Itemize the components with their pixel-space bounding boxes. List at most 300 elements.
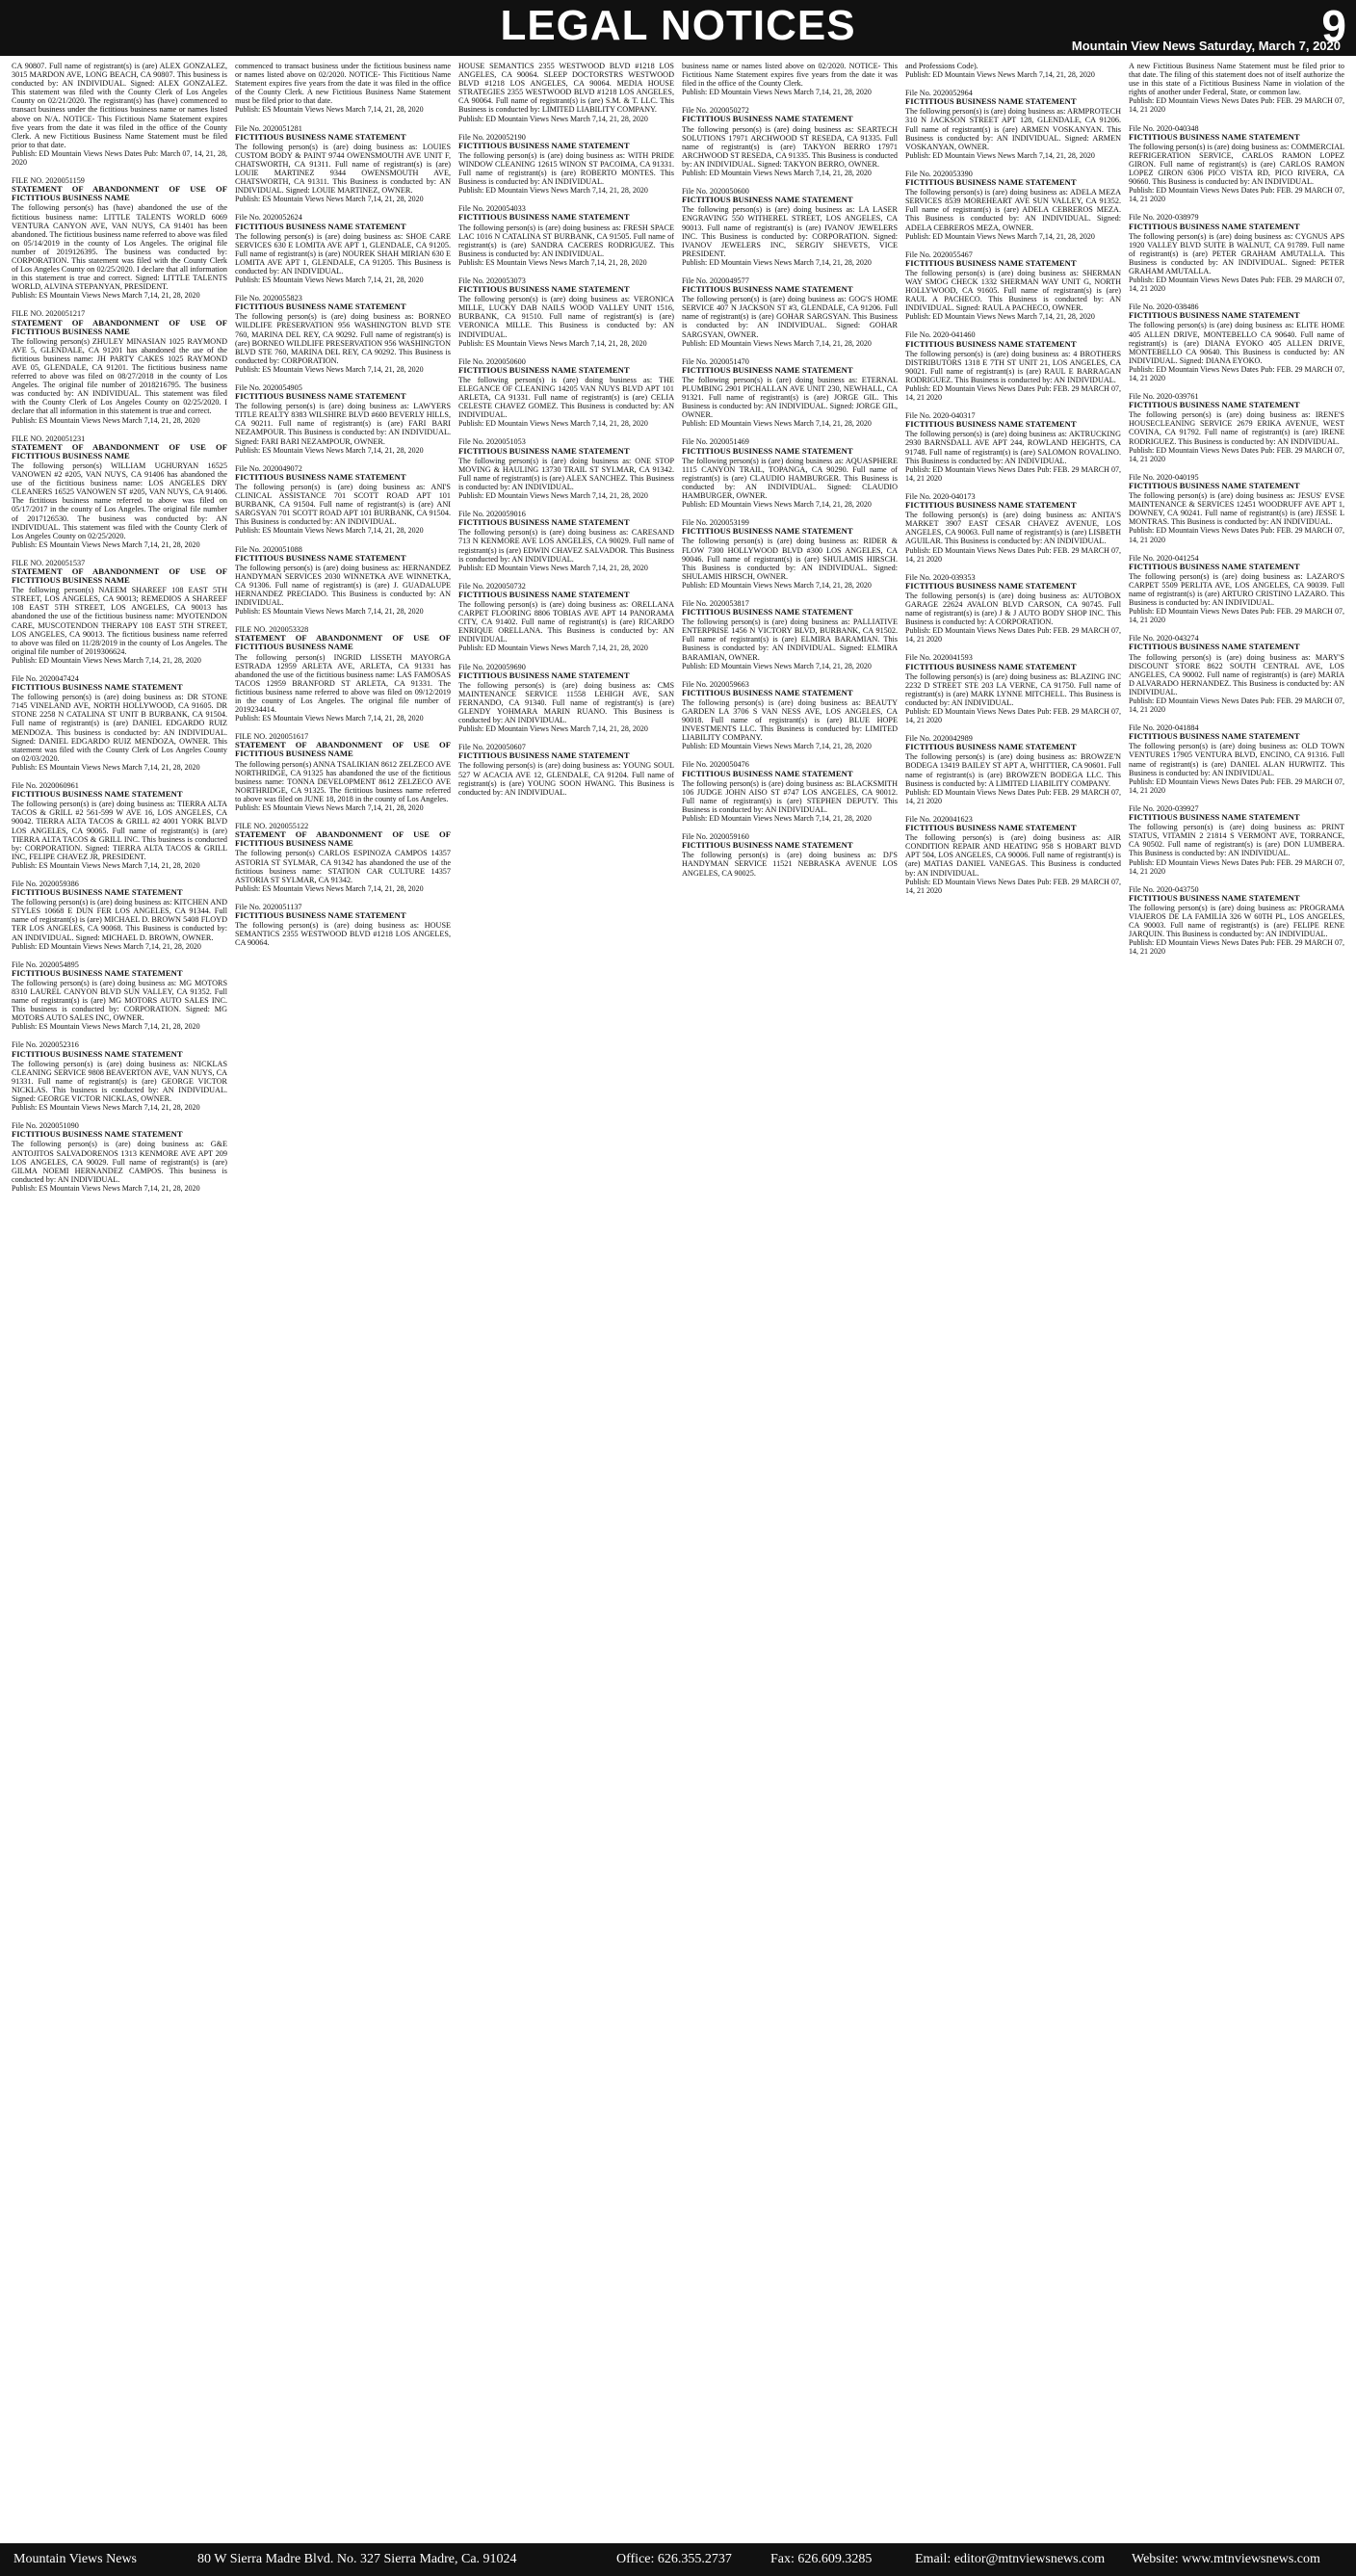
- notice-file-number: File No. 2020050600: [458, 356, 526, 366]
- legal-notice: [682, 680, 898, 751]
- notice-file-number: FILE NO. 2020053328: [235, 625, 309, 635]
- notice-file-number: File No. 2020059386: [12, 879, 79, 888]
- masthead: [0, 0, 1356, 56]
- legal-notice: [1129, 213, 1344, 293]
- notice-heading: FICTITIOUS BUSINESS NAME STATEMENT: [458, 445, 630, 456]
- notice-body: The following person(s) is (are) doing business as: CMS MAINTENANCE SERVICE 11558 LEHIGH AVE, SAN FERNANDO, CA 91340. Full name of registrant(s) is (are) GLENDY YOHMARA MARIN RUANO. This Business is conducted by: AN INDIVIDUAL.: [458, 680, 674, 725]
- legal-notice: [682, 437, 898, 509]
- notice-publish-line: Publish: ES Mountain Views News March 7,14, 21, 28, 2020: [235, 714, 424, 723]
- notice-file-number: File No. 2020053073: [458, 276, 526, 285]
- notice-heading: FICTITIOUS BUSINESS NAME STATEMENT: [12, 789, 183, 800]
- notice-heading: FICTITIOUS BUSINESS NAME STATEMENT: [235, 552, 406, 563]
- notice-heading: FICTITIOUS BUSINESS NAME STATEMENT: [682, 768, 853, 778]
- legal-notice: [12, 434, 227, 549]
- legal-notice: [682, 760, 898, 823]
- notice-body: The following person(s) is (are) doing business as: CARESAND 713 N KENMORE AVE LOS ANGELES, CA 90029. Full name of registrant(s) is (are) EDWIN CHAVEZ SALVADOR. This Business is conducted by: AN INDIVIDUAL.: [458, 528, 674, 564]
- section-title: LEGAL NOTICES: [500, 2, 856, 49]
- notice-publish-line: Publish: ES Mountain Views News March 7,14, 21, 28, 2020: [12, 1022, 200, 1032]
- notice-body: The following person(s) is (are) doing business as: LA LASER ENGRAVING 550 WITHEREL STREET, LOS ANGELES, CA 90013. Full name of registrant(s) is (are) IVANOV JEWELERS INC. This Business is conducted by: CORPORATION. Signed: IVANOV JEWELERS INC, SERGIY SHEVETS, VICE PRESIDENT.: [682, 205, 898, 258]
- legal-notice: [1129, 804, 1344, 876]
- notice-file-number: File No. 2020-041884: [1129, 723, 1199, 733]
- footer-office-phone: Office: 626.355.2737: [616, 2552, 732, 2566]
- notice-heading: FICTITIOUS BUSINESS NAME STATEMENT: [458, 364, 630, 375]
- notice-heading: FICTITIOUS BUSINESS NAME STATEMENT: [12, 967, 183, 978]
- notice-body: The following person(s) is (are) doing business as: KITCHEN AND STYLES 10668 E DUN FER LOS ANGELES, CA 91344. Full name of registrant(s) is (are) MICHAEL D. BROWN 5408 FLOYD TER LOS ANGELES, CA 90068. This Business is conducted by: AN INDIVIDUAL. Signed: MICHAEL D. BROWN, OWNER.: [12, 898, 227, 942]
- notice-body: The following person(s) is (are) doing business as: LOUIES CUSTOM BODY & PAINT 9744 OWENSMOUTH AVE UNIT F, CHATSWORTH, CA 91311. Full name of registrant(s) is (are) LOUIE MARTINEZ 9344 OWENSMOUTH AVE, CHATSWORTH, CA 91311. This Business is conducted by: AN INDIVIDUAL. Signed: LOUIE MARTINEZ, OWNER.: [235, 142, 451, 196]
- notice-columns: [12, 62, 1344, 2537]
- notice-file-number: File No. 2020-040195: [1129, 472, 1199, 482]
- notice-body: The following person(s) is (are) doing business as: FRESH SPACE LAC 1016 N CATALINA ST BURBANK, CA 91505. Full name of registrant(s) is (are) SANDRA CACERES RODRIGUEZ. This Business is conducted by: AN INDIVIDUAL.: [458, 223, 674, 258]
- notice-column: [235, 62, 451, 2537]
- notice-body: The following person(s) is (are) doing business as: AQUASPHERE 1115 CANYON TRAIL, TOPANGA, CA 90290. Full name of registrant(s) is (are) CLAUDIO HAMBURGER. This Business is conducted by: AN INDIVIDUAL. Signed: CLAUDIO HAMBURGER, OWNER.: [682, 456, 898, 501]
- notice-publish-line: Publish: ES Mountain Views News March 7,14, 21, 28, 2020: [235, 883, 424, 893]
- notice-heading: FICTITIOUS BUSINESS NAME STATEMENT: [458, 750, 630, 761]
- legal-notice: [235, 732, 451, 812]
- notice-body: The following person(s) is (are) doing business as: AUTOBOX GARAGE 22624 AVALON BLVD CARSON, CA 90745. Full name of registrant(s) is (are) J & J AUTO BODY SHOP INC. This Business is conducted by: A CORPORATION.: [905, 591, 1121, 627]
- notice-body: The following person(s) is (are) doing business as: BORNEO WILDLIFE PRESERVATION 956 WASHINGTON BLVD STE 760, MARINA DEL REY, CA 90292. Full name of registrant(s) is (are) BORNEO WILDLIFE PRESERVATION 956 WASHINGTON BLVD STE 760, MARINA DEL REY, CA 90292. This Business is conducted by: CORPORATION.: [235, 312, 451, 365]
- notice-file-number: File No. 2020053817: [682, 598, 749, 608]
- footer-address: 80 W Sierra Madre Blvd. No. 327 Sierra Madre, Ca. 91024: [197, 2552, 517, 2566]
- notice-file-number: File No. 2020059663: [682, 679, 749, 689]
- notice-publish-line: Publish: ED Mountain Views News March 7,14, 21, 28, 2020: [458, 563, 648, 572]
- notice-publish-line: Publish: ED Mountain Views News Dates Pub: FEB. 29 MARCH 07, 14, 21 2020: [1129, 364, 1344, 382]
- legal-notice: [905, 170, 1121, 241]
- notice-heading: FICTITIOUS BUSINESS NAME STATEMENT: [1129, 221, 1300, 231]
- legal-notice: [682, 357, 898, 429]
- notice-body: business name or names listed above on 02/2020. NOTICE- This Fictitious Name Statement expires five years from the date it was filed in the office of the County Clerk.: [682, 62, 898, 89]
- notice-body: The following person(s) is (are) doing business as: GOG'S HOME SERVICE 407 N JACKSON ST #3, GLENDALE, CA 91206. Full name of registrant(s) is (are) GOHAR SARGSYAN. This Business is conducted by: AN INDIVIDUAL. Signed: GOHAR SARGSYAN, OWNER.: [682, 295, 898, 339]
- notice-heading: FICTITIOUS BUSINESS NAME STATEMENT: [682, 526, 853, 537]
- notice-body: The following person(s) is (are) doing business as: ETERNAL PLUMBING 2901 PICHALLAN AVE UNIT 230, NEWHALL, CA 91321. Full name of registrant(s) is (are) JORGE GIL. This Business is conducted by: AN INDIVIDUAL. Signed: JORGE GIL, OWNER.: [682, 375, 898, 420]
- legal-notice: [235, 464, 451, 536]
- legal-notice: [1129, 634, 1344, 714]
- notice-file-number: File No. 2020052624: [235, 213, 302, 223]
- notice-file-number: File No. 2020051281: [235, 123, 302, 133]
- notice-file-number: File No. 2020-043274: [1129, 634, 1199, 644]
- legal-notice: [1129, 473, 1344, 544]
- notice-body: The following person(s) is (are) doing business as: ONE STOP MOVING & HAULING 13730 TRAIL ST SYLMAR, CA 91342. Full name of registrant(s) is (are) ALEX SANCHEZ. This Business is conducted by: AN INDIVIDUAL.: [458, 456, 674, 491]
- notice-file-number: File No. 2020055467: [905, 250, 973, 259]
- notice-publish-line: Publish: ED Mountain Views News March 7,14, 21, 28, 2020: [12, 655, 201, 665]
- notice-publish-line: Publish: ES Mountain Views News March 7,14, 21, 28, 2020: [235, 276, 424, 285]
- notice-column: [12, 62, 227, 2537]
- legal-notice: [458, 204, 674, 267]
- legal-notice: [905, 62, 1121, 79]
- notice-file-number: File No. 2020051088: [235, 544, 302, 554]
- notice-body: The following person(s) is (are) doing business as: THE ELEGANCE OF CLEANING 14205 VAN NUYS BLVD APT 101 ARLETA, CA 91331. Full name of registrant(s) is (are) CELIA CELESTE CHAVEZ GOMEZ. This Business is conducted by: AN INDIVIDUAL.: [458, 375, 674, 420]
- notice-body: commenced to transact business under the fictitious business name or names listed above on 02/2020. NOTICE- This Fictitious Name Statement expires five years from the date it was filed in the office of the County Clerk. A new Fictitious Business Name Statement must be filed prior to that date.: [235, 62, 451, 106]
- notice-publish-line: Publish: ED Mountain Views News March 7,14, 21, 28, 2020: [905, 150, 1095, 160]
- notice-file-number: File No. 2020052316: [12, 1040, 79, 1050]
- notice-publish-line: Publish: ED Mountain Views News March 7,14, 21, 28, 2020: [905, 312, 1095, 322]
- footer-fax: Fax: 626.609.3285: [770, 2552, 873, 2566]
- notice-heading: FICTITIOUS BUSINESS NAME STATEMENT: [905, 661, 1077, 671]
- legal-notice: [458, 62, 674, 123]
- legal-notice: [905, 89, 1121, 160]
- notice-body: The following person(s) is (are) doing business as: ADELA MEZA SERVICES 8539 MOREHEART AVE SUN VALLEY, CA 91352. Full name of registrant(s) is (are) ADELA CEBREROS MEZA. This Business is conducted by: AN INDIVIDUAL. Signed: ADELA CEBREROS MEZA, OWNER.: [905, 188, 1121, 232]
- legal-notice: [235, 62, 451, 115]
- notice-body: The following person(s) is (are) doing business as: IRENE'S HOUSECLEANING SERVICE 2679 ERIKA AVENUE, WEST COVINA, CA 91792. Full name of registrant(s) is (are) IRENE RODRIGUEZ. This Business is conducted by: AN INDIVIDUAL.: [1129, 410, 1344, 446]
- notice-publish-line: Publish: ED Mountain Views News March 7,14, 21, 28, 2020: [458, 419, 648, 429]
- legal-notice: [682, 187, 898, 267]
- legal-notice: [905, 492, 1121, 564]
- notice-file-number: File No. 2020051470: [682, 356, 749, 366]
- legal-notice: [458, 743, 674, 797]
- legal-notice: [1129, 885, 1344, 957]
- legal-notice: [12, 960, 227, 1032]
- notice-heading: STATEMENT OF ABANDONMENT OF USE OF FICTITIOUS BUSINESS NAME: [12, 441, 227, 460]
- legal-notice: [1129, 392, 1344, 463]
- notice-heading: FICTITIOUS BUSINESS NAME STATEMENT: [12, 1129, 183, 1140]
- legal-notice: [905, 653, 1121, 724]
- legal-notice: [905, 411, 1121, 483]
- notice-heading: FICTITIOUS BUSINESS NAME STATEMENT: [458, 212, 630, 223]
- notice-file-number: FILE NO. 2020051217: [12, 309, 86, 319]
- notice-heading: FICTITIOUS BUSINESS NAME STATEMENT: [905, 419, 1077, 430]
- notice-file-number: File No. 2020051053: [458, 437, 526, 447]
- notice-publish-line: Publish: ED Mountain Views News March 7,14, 21, 28, 2020: [905, 231, 1095, 241]
- notice-publish-line: Publish: ES Mountain Views News March 7,14, 21, 28, 2020: [458, 257, 647, 267]
- notice-file-number: File No. 2020-038486: [1129, 302, 1199, 312]
- notice-body: The following person(s) ZHULEY MINASIAN 1025 RAYMOND AVE 5, GLENDALE, CA 91201 has abandoned the use of the fictitious business name: JH PARTY CAKES 1025 RAYMOND AVE 05, GLENDALE, CA 91201. The fictitious business name referred to above was filed on 08/27/2018 in the county of Los Angeles. The original file number of 2018216795. The business was conducted by: AN INDIVIDUAL. This statement was filed with the County Clerk of Los Angeles County on 02/25/2020. I declare that all information in this statement is true and correct.: [12, 336, 227, 416]
- notice-heading: FICTITIOUS BUSINESS NAME STATEMENT: [682, 284, 853, 295]
- notice-body: CA 90807. Full name of registrant(s) is (are) ALEX GONZALEZ, 3015 MARDON AVE, LONG BEACH, CA 90807. This business is conducted by: AN INDIVIDUAL. Signed: ALEX GONZALEZ. This statement was filed with the County Clerk of Los Angeles County on 02/21/2020. The registrant(s) has (have) commenced to transact business under the fictitious business name or names listed above on N/A. NOTICE- This Fictitious Name Statement expires five years from the date it was filed in the office of the County Clerk. A new Fictitious Business Name Statement must be filed prior to that date.: [12, 62, 227, 149]
- notice-body: The following person(s) is (are) doing business as: ANITA'S MARKET 3907 EAST CESAR CHAVEZ AVENUE, LOS ANGELES, CA 90063. Full name of registrant(s) is (are) LISBETH AGUILAR. This Business is conducted by: AN INDIVIDUAL.: [905, 511, 1121, 546]
- notice-publish-line: Publish: ES Mountain Views News March 7,14, 21, 28, 2020: [12, 1183, 200, 1193]
- legal-notice: [235, 124, 451, 204]
- notice-body: The following person(s) is (are) doing business as: ANI'S CLINICAL ASSISTANCE 701 SCOTT ROAD APT 101 BURBANK, CA 91504. Full name of registrant(s) is (are) ANI SARGSYAN 701 SCOTT ROAD APT 101 BURBANK, CA 91504. This Business is conducted by: AN INDIVIDUAL.: [235, 482, 451, 527]
- legal-notice: [458, 663, 674, 734]
- notice-heading: FICTITIOUS BUSINESS NAME STATEMENT: [682, 364, 853, 375]
- notice-heading: FICTITIOUS BUSINESS NAME STATEMENT: [905, 257, 1077, 268]
- notice-file-number: File No. 2020-043750: [1129, 884, 1199, 894]
- notice-body: The following person(s) is (are) doing business as: HOUSE SEMANTICS 2355 WESTWOOD BLVD #1218 LOS ANGELES, CA 90064.: [235, 921, 451, 948]
- notice-body: The following person(s) NAEEM SHAREEF 108 EAST 5TH STREET, LOS ANGELES, CA 90013; REMEDIOS A SHAREEF 108 EAST 5TH STREET, LOS ANGELES, CA 90013 has abandoned the use of the fictitious business name: MYOTENDON CARE, MUSCOTENDON THERAPY 108 EAST 5TH STREET, LOS ANGELES, CA 90013. The fictitious business name referred to above was filed on 11/28/2019 in the county of Los Angeles. The original file number of 2019306624.: [12, 586, 227, 656]
- notice-body: The following person(s) is (are) doing business as: COMMERCIAL REFRIGERATION SERVICE, CARLOS RAMON LOPEZ GIRON. Full name of registrant(s) is (are) CARLOS RAMON LOPEZ GIRON 6306 PICO VISTA RD, PICO RIVERA, CA 90660. This Business is conducted by: AN INDIVIDUAL.: [1129, 142, 1344, 187]
- notice-heading: FICTITIOUS BUSINESS NAME STATEMENT: [905, 177, 1077, 188]
- legal-notice: [12, 781, 227, 870]
- notice-file-number: FILE NO. 2020051231: [12, 434, 86, 443]
- notice-heading: STATEMENT OF ABANDONMENT OF USE OF FICTITIOUS BUSINESS NAME: [235, 740, 451, 759]
- notice-body: The following person(s) is (are) doing business as: YOUNG SOUL 527 W ACACIA AVE 12, GLENDALE, CA 91204. Full name of registrant(s) is (are) YOUNG SOON HWANG. This Business is conducted by: AN INDIVIDUAL.: [458, 761, 674, 797]
- notice-heading: FICTITIOUS BUSINESS NAME STATEMENT: [1129, 131, 1300, 142]
- notice-file-number: FILE NO. 2020051537: [12, 558, 86, 567]
- legal-notice: [458, 582, 674, 653]
- notice-body: The following person(s) is (are) doing business as: BROWZE'N BODEGA 13419 BAILEY ST APT A, WHITTIER, CA 90601. Full name of registrant(s) is (are) BROWZE'N BODEGA LLC. This Business is conducted by: A LIMITED LIABILITY COMPANY.: [905, 752, 1121, 788]
- legal-notice: [12, 674, 227, 772]
- footer-email: Email: editor@mtnviewsnews.com: [915, 2552, 1106, 2566]
- notice-publish-line: Publish: ED Mountain Views News Dates Pub: FEB. 29 MARCH 07, 14, 21 2020: [1129, 857, 1344, 876]
- notice-body: The following person(s) is (are) doing business as: BLACKSMITH 106 JUDGE JOHN AISO ST #747 LOS ANGELES, CA 90012. Full name of registrant(s) is (are) STEPHEN DEPUTY. This Business is conducted by: AN INDIVIDUAL.: [682, 778, 898, 814]
- notice-file-number: File No. 2020042989: [905, 734, 973, 744]
- legal-notice: [458, 357, 674, 429]
- legal-notice: [905, 250, 1121, 322]
- notice-publish-line: Publish: ED Mountain Views News Dates Pub: FEB. 29 MARCH 07, 14, 21 2020: [1129, 607, 1344, 625]
- footer: [0, 2543, 1356, 2576]
- notice-file-number: File No. 2020054895: [12, 959, 79, 969]
- notice-publish-line: Publish: ES Mountain Views News March 7,14, 21, 28, 2020: [235, 803, 424, 813]
- notice-body: and Professions Code).: [905, 62, 978, 70]
- legal-notice: [235, 294, 451, 374]
- notice-body: The following person(s) is (are) doing business as: ELITE HOME 405 ALLEN DRIVE, MONTEBELLO CA 90640. Full name of registrant(s) is (are) DIANA EYOKO 405 ALLEN DRIVE, MONTEBELLO CA 90640. This Business is conducted by: AN INDIVIDUAL. Signed: DIANA EYOKO.: [1129, 321, 1344, 365]
- notice-publish-line: Publish: ED Mountain Views News Dates Pub: March 07, 14, 21, 28, 2020: [12, 148, 227, 168]
- legal-notice: [1129, 723, 1344, 795]
- notice-heading: FICTITIOUS BUSINESS NAME STATEMENT: [682, 840, 853, 851]
- notice-body: The following person(s) is (are) doing business as: ARMPROTECH 310 N JACKSON STREET APT 128, GLENDALE, CA 91206. Full name of registrant(s) is (are) ARMEN VOSKANYAN. This Business is conducted by: AN INDIVIDUAL. Signed: ARMEN VOSKANYAN, OWNER.: [905, 107, 1121, 151]
- notice-publish-line: Publish: ED Mountain Views News Dates Pub: FEB. 29 MARCH 07, 14, 21 2020: [1129, 938, 1344, 957]
- notice-publish-line: Publish: ES Mountain Views News March 7,14, 21, 28, 2020: [235, 195, 424, 204]
- notice-body: The following person(s) is (are) doing business as: MG MOTORS 8310 LAUREL CANYON BLVD SUN VALLEY, CA 91352. Full name of registrant(s) is (are) MG MOTORS AUTO SALES INC. This business is conducted by: CORPORATION. Signed: MG MOTORS AUTO SALES INC, OWNER.: [12, 978, 227, 1023]
- notice-publish-line: Publish: ED Mountain Views News March 7,14, 21, 28, 2020: [682, 257, 872, 267]
- notice-file-number: File No. 2020060961: [12, 781, 79, 791]
- notice-heading: FICTITIOUS BUSINESS NAME STATEMENT: [458, 517, 630, 528]
- notice-file-number: File No. 2020051469: [682, 437, 749, 447]
- notice-file-number: File No. 2020051090: [12, 1121, 79, 1131]
- notice-publish-line: Publish: ES Mountain Views News March 7,14, 21, 28, 2020: [235, 364, 424, 374]
- notice-publish-line: Publish: ED Mountain Views News March 7,14, 21, 28, 2020: [458, 114, 648, 123]
- legal-notice: [235, 903, 451, 947]
- legal-notice: [682, 518, 898, 590]
- notice-file-number: File No. 2020059016: [458, 510, 526, 519]
- notice-file-number: File No. 2020-041460: [905, 330, 976, 340]
- notice-heading: FICTITIOUS BUSINESS NAME STATEMENT: [458, 140, 630, 150]
- notice-heading: FICTITIOUS BUSINESS NAME STATEMENT: [682, 607, 853, 618]
- notice-body: A new Fictitious Business Name Statement must be filed prior to that date. The filing of this statement does not of itself authorize the use in this state of a Fictitious Business Name in violation of the rights of another under Federal, State, or common law.: [1129, 62, 1344, 97]
- notice-file-number: File No. 2020049072: [235, 463, 302, 473]
- notice-file-number: File No. 2020053199: [682, 518, 749, 528]
- notice-publish-line: Publish: ED Mountain Views News Dates Pub: FEB. 29 MARCH 07, 14, 21 2020: [905, 707, 1121, 725]
- legal-notice: [682, 832, 898, 877]
- legal-notice: [12, 1121, 227, 1193]
- notice-publish-line: Publish: ED Mountain Views News March 7,14, 21, 28, 2020: [682, 169, 872, 178]
- legal-notice: [12, 176, 227, 300]
- notice-column: [682, 62, 898, 2537]
- notice-file-number: File No. 2020-038979: [1129, 213, 1199, 223]
- notice-body: The following person(s) ANNA TSALIKIAN 8612 ZELZECO AVE NORTHRIDGE, CA 91325 has abandoned the use of the fictitious business name: TONNA DEVELOPMENT 8612 ZELZECO AVE NORTHRIDGE, CA 91325. The fictitious business name referred to above was filed on JUNE 18, 2018 in the county of Los Angeles.: [235, 759, 451, 803]
- notice-publish-line: Publish: ED Mountain Views News March 7,14, 21, 28, 2020: [458, 644, 648, 653]
- notice-publish-line: Publish: ED Mountain Views News March 7,14, 21, 28, 2020: [682, 500, 872, 510]
- notice-heading: STATEMENT OF ABANDONMENT OF USE OF FICTITIOUS BUSINESS NAME: [235, 829, 451, 849]
- notice-heading: FICTITIOUS BUSINESS NAME STATEMENT: [682, 195, 853, 205]
- notice-publish-line: Publish: ED Mountain Views News Dates Pub: FEB. 29 MARCH 07, 14, 21 2020: [1129, 276, 1344, 294]
- notice-body: The following person(s) is (are) doing business as: ORELLANA CARPET FLOORING 8806 TOBIAS AVE APT 14 PANORAMA CITY, CA 91402. Full name of registrant(s) is (are) RICARDO ENRIQUE ORELLANA. This Business is conducted by: AN INDIVIDUAL.: [458, 599, 674, 644]
- notice-file-number: FILE NO. 2020055122: [235, 822, 309, 831]
- notice-publish-line: Publish: ED Mountain Views News March 7,14, 21, 28, 2020: [905, 70, 1095, 80]
- legal-notice: [235, 822, 451, 893]
- notice-file-number: File No. 2020059690: [458, 662, 526, 671]
- notice-publish-line: Publish: ED Mountain Views News Dates Pub: FEB. 29 MARCH 07, 14, 21 2020: [905, 626, 1121, 644]
- notice-body: The following person(s) is (are) doing business as: JESUS' EVSE MAINTENANCE & SERVICES 12451 WOODRUFF AVE APT 1, DOWNEY, CA 90241. Full name of registrant(s) is (are) JESSE L MONTRAS. This Business is conducted by: AN INDIVIDUAL.: [1129, 491, 1344, 527]
- notice-file-number: File No. 2020050600: [682, 187, 749, 197]
- legal-notice: [458, 510, 674, 572]
- notice-file-number: File No. 2020054033: [458, 204, 526, 214]
- notice-body: The following person(s) has (have) abandoned the use of the fictitious business name: LITTLE TALENTS WORLD 6069 VENTURA CANYON AVE, VAN NUYS, CA 91401 has been abandoned. The fictitious business name referred to above was filed on 05/14/2019 in the county of Los Angeles. The original file number of 2019126395. The business was conducted by: CORPORATION. This statement was filed with the County Clerk of Los Angeles County on 02/25/2020. I declare that all information in this statement is true and correct. Signed: LITTLE TALENTS WORLD, ALVINA STEPANYAN, PRESIDENT.: [12, 203, 227, 292]
- notice-body: The following person(s) WILLIAM UGHURYAN 16525 VANOWEN #2 #205, VAN NUYS, CA 91406 has abandoned the use of the fictitious business name: LOS ANGELES DRY CLEANERS 16525 VANOWEN ST #205, VAN NUYS, CA 91406. The fictitious business name referred to above was filed on 05/17/2017 in the county of Los Angeles. The original file number of 2017126530. The business was conducted by: AN INDIVIDUAL. This statement was filed with the County Clerk of Los Angeles County on 02/25/2020.: [12, 460, 227, 540]
- notice-body: The following person(s) is (are) doing business as: PRINT STATUS, VITAMIN 2 21814 S VERMONT AVE, TORRANCE, CA 90502. Full name of registrant(s) is (are) DON LUMBERA. This Business is conducted by: AN INDIVIDUAL.: [1129, 823, 1344, 858]
- legal-notice: [12, 62, 227, 167]
- notice-publish-line: Publish: ED Mountain Views News Dates Pub: FEB. 29 MARCH 07, 14, 21 2020: [1129, 96, 1344, 115]
- notice-publish-line: Publish: ED Mountain Views News March 7,14, 21, 28, 2020: [458, 491, 648, 501]
- notice-body: The following person(s) is (are) doing business as: AIR CONDITION REPAIR AND HEATING 958 S HOBART BLVD APT 504, LOS ANGELES, CA 90006. Full name of registrant(s) is (are) MATIAS DANIEL VANEGAS. This Business is conducted by: AN INDIVIDUAL.: [905, 833, 1121, 878]
- legal-notice: [235, 545, 451, 617]
- notice-publish-line: Publish: ED Mountain Views News March 7,14, 21, 28, 2020: [682, 419, 872, 429]
- notice-publish-line: Publish: ES Mountain Views News March 7,14, 21, 28, 2020: [235, 445, 424, 455]
- notice-file-number: File No. 2020049577: [682, 276, 749, 285]
- notice-heading: FICTITIOUS BUSINESS NAME STATEMENT: [905, 500, 1077, 511]
- notice-publish-line: Publish: ED Mountain Views News March 7,14, 21, 28, 2020: [682, 742, 872, 751]
- notice-heading: FICTITIOUS BUSINESS NAME STATEMENT: [1129, 731, 1300, 742]
- legal-notice: [1129, 124, 1344, 204]
- notice-body: The following person(s) is (are) doing business as: OLD TOWN VENTURES 17905 VENTURA BLVD, ENCINO, CA 91316. Full name of registrant(s) is (are) DANIEL ALAN HURWITZ. This Business is conducted by: AN INDIVIDUAL.: [1129, 742, 1344, 777]
- notice-body: The following person(s) is (are) doing business as: RIDER & FLOW 7300 HOLLYWOOD BLVD #300 LOS ANGELES, CA 90046. Full name of registrant(s) is (are) SHULAMIS HIRSCH. This Business is conducted by: AN INDIVIDUAL. Signed: SHULAMIS HIRSCH, OWNER.: [682, 537, 898, 581]
- notice-body: The following person(s) is (are) doing business as: TIERRA ALTA TACOS & GRILL #2 561-599 W AVE 16, LOS ANGELES, CA 90042. TIERRA ALTA TACOS & GRILL #2 4001 YORK BLVD LOS ANGELES, CA 90065. Full name of registrant(s) is (are) TIERRA ALTA TACOS & GRILL INC. This business is conducted by: CORPORATION. Signed: TIERRA ALTA TACOS & GRILL INC, FELIPE CHAVEZ JR, PRESIDENT.: [12, 800, 227, 861]
- notice-body: The following person(s) is (are) doing business as: AKTRUCKING 2930 BARNSDALL AVE APT 244, ROWLAND HEIGHTS, CA 91748. Full name of registrant(s) is (are) SALOMON ROVALINO. This Business is conducted by: AN INDIVIDUAL.: [905, 430, 1121, 465]
- notice-publish-line: Publish: ES Mountain Views News March 7,14, 21, 28, 2020: [235, 526, 424, 536]
- footer-paper-name: Mountain Views News: [13, 2552, 138, 2566]
- notice-file-number: File No. 2020041593: [905, 653, 973, 663]
- notice-heading: FICTITIOUS BUSINESS NAME STATEMENT: [235, 909, 406, 920]
- notice-body: The following person(s) is (are) doing business as: PALLIATIVE ENTERPRISE 1456 N VICTORY BLVD, BURBANK, CA 91502. Full name of registrant(s) is (are) ELMIRA BARAMIAN. This Business is conducted by: AN INDIVIDUAL. Signed: ELMIRA BARAMIAN, OWNER.: [682, 618, 898, 662]
- notice-publish-line: Publish: ES Mountain Views News March 7,14, 21, 28, 2020: [12, 860, 200, 870]
- notice-heading: FICTITIOUS BUSINESS NAME STATEMENT: [905, 742, 1077, 752]
- notice-publish-line: Publish: ES Mountain Views News March 7,14, 21, 28, 2020: [12, 762, 200, 772]
- notice-heading: FICTITIOUS BUSINESS NAME STATEMENT: [458, 284, 630, 295]
- legal-notice: [1129, 302, 1344, 382]
- notice-body: The following person(s) is (are) doing business as: VERONICA MILLE, LUCKY DAB NAILS WOOD VALLEY UNIT 1516, BURBANK, CA 91510. Full name of registrant(s) is (are) VERONICA MILLE. This Business is conducted by: AN INDIVIDUAL.: [458, 295, 674, 339]
- legal-notice: [1129, 62, 1344, 115]
- notice-publish-line: Publish: ED Mountain Views News Dates Pub: FEB. 29 MARCH 07, 14, 21 2020: [1129, 776, 1344, 795]
- notice-heading: FICTITIOUS BUSINESS NAME STATEMENT: [905, 580, 1077, 591]
- page-number: 9: [1321, 1, 1346, 51]
- notice-file-number: FILE NO. 2020051159: [12, 176, 85, 186]
- notice-column: [458, 62, 674, 2537]
- notice-publish-line: Publish: ED Mountain Views News Dates Pub: FEB. 29 MARCH 07, 14, 21 2020: [1129, 186, 1344, 204]
- notice-file-number: File No. 2020047424: [12, 674, 79, 683]
- notice-body: The following person(s) CARLOS ESPINOZA CAMPOS 14357 ASTORIA ST SYLMAR, CA 91342 has abandoned the use of the fictitious business name: STATION CAR CULTURE 14357 ASTORIA ST SYLMAR, CA 91342.: [235, 849, 451, 884]
- notice-file-number: FILE NO. 2020051617: [235, 732, 309, 742]
- notice-publish-line: Publish: ED Mountain Views News Dates Pub: FEB. 29 MARCH 07, 14, 21 2020: [905, 545, 1121, 564]
- notice-publish-line: Publish: ES Mountain Views News March 7,14, 21, 28, 2020: [12, 415, 200, 425]
- legal-notice: [905, 573, 1121, 644]
- legal-notice: [235, 213, 451, 284]
- notice-publish-line: Publish: ES Mountain Views News March 7,14, 21, 28, 2020: [235, 607, 424, 617]
- notice-column: [905, 62, 1121, 2537]
- legal-notice: [235, 383, 451, 455]
- notice-file-number: File No. 2020055823: [235, 294, 302, 303]
- notice-publish-line: Publish: ED Mountain Views News March 7,14, 21, 28, 2020: [682, 88, 872, 97]
- notice-file-number: File No. 2020050732: [458, 581, 526, 591]
- notice-body: The following person(s) is (are) doing business as: 4 BROTHERS DISTRIBUTORS 1318 E 7TH ST UNIT 21, LOS ANGELES, CA 90021. Full name of registrant(s) is (are) RAUL E BARRAGAN RODRIGUEZ. This Business is conducted by: AN INDIVIDUAL.: [905, 349, 1121, 384]
- notice-publish-line: Publish: ED Mountain Views News March 7,14, 21, 28, 2020: [458, 724, 648, 734]
- notice-file-number: File No. 2020-040348: [1129, 123, 1199, 133]
- notice-heading: FICTITIOUS BUSINESS NAME STATEMENT: [458, 589, 630, 599]
- notice-body: The following person(s) INGRID LISSETH MAYORGA ESTRADA 12959 ARLETA AVE, ARLETA, CA 91331 has abandoned the use of the fictitious business name: LAS FAMOSAS TACOS 12959 BRANFORD ST ARLETA, CA 91331. The fictitious business name referred to above was filed on 09/12/2019 in the county of Los Angeles. The original file number of 2019234414.: [235, 652, 451, 715]
- notice-heading: FICTITIOUS BUSINESS NAME STATEMENT: [12, 887, 183, 898]
- notice-publish-line: Publish: ED Mountain Views News March 7,14, 21, 28, 2020: [682, 580, 872, 590]
- notice-publish-line: Publish: ES Mountain Views News March 7,14, 21, 28, 2020: [235, 105, 424, 115]
- notice-body: The following person(s) is (are) doing business as: DR STONE 7145 VINELAND AVE, NORTH HOLLYWOOD, CA 91605. DR STONE 2258 N CATALINA ST UNIT B BURBANK, CA 91504. Full name of registrant(s) is (are) DANIEL EDGARDO RUIZ MENDOZA. This business is conducted by: AN INDIVIDUAL. Signed: DANIEL EDGARDO RUIZ MENDOZA, OWNER. This statement was filed with the County Clerk of Los Angeles County on 02/03/2020.: [12, 693, 227, 763]
- notice-publish-line: Publish: ED Mountain Views News Dates Pub: FEB. 29 MARCH 07, 14, 21 2020: [905, 464, 1121, 483]
- notice-publish-line: Publish: ED Mountain Views News March 7,14, 21, 28, 2020: [682, 814, 872, 824]
- notice-body: The following person(s) is (are) doing business as: BLAZING INC 2232 D STREET STE 203 LA VERNE, CA 91750. Full name of registrant(s) is (are) MARK LYNNE MITCHELL. This Business is conducted by: AN INDIVIDUAL.: [905, 671, 1121, 707]
- notice-file-number: File No. 2020-039761: [1129, 392, 1199, 402]
- notice-body: The following person(s) is (are) doing business as: BEAUTY GARDEN LA 3706 S VAN NESS AVE, LOS ANGELES, CA 90018. Full name of registrant(s) is (are) BLUE HOPE INVESTMENTS LLC. This Business is conducted by: LIMITED LIABILITY COMPANY.: [682, 697, 898, 743]
- notice-heading: FICTITIOUS BUSINESS NAME STATEMENT: [235, 391, 406, 402]
- notice-file-number: File No. 2020059160: [682, 832, 749, 842]
- notice-file-number: File No. 2020050476: [682, 760, 749, 770]
- notice-heading: FICTITIOUS BUSINESS NAME STATEMENT: [682, 114, 853, 124]
- notice-file-number: File No. 2020-040173: [905, 491, 976, 501]
- notice-body: The following person(s) is (are) doing business as: CYGNUS APS 1920 VALLEY BLVD SUITE B WALNUT, CA 91789. Full name of registrant(s) is (are) PETER GRAHAM AMUTALLA. This Business is conducted by: AN INDIVIDUAL. Signed: PETER GRAHAM AMUTALLA.: [1129, 231, 1344, 276]
- notice-file-number: File No. 2020051137: [235, 902, 302, 911]
- notice-file-number: File No. 2020052190: [458, 132, 526, 142]
- notice-body: HOUSE SEMANTICS 2355 WESTWOOD BLVD #1218 LOS ANGELES, CA 90064. SLEEP DOCTORSTRS WESTWOOD BLVD #1218 LOS ANGELES, CA 90064. MEDIA HOUSE STRATEGIES 2355 WESTWOOD BLVD #1218 LOS ANGELES, CA 90064. Full name of registrant(s) is (are) S.M. & T. LLC. This Business is conducted by: LIMITED LIABILITY COMPANY.: [458, 62, 674, 115]
- notice-heading: STATEMENT OF ABANDONMENT OF USE OF FICTITIOUS BUSINESS NAME: [12, 184, 227, 203]
- notice-heading: FICTITIOUS BUSINESS NAME STATEMENT: [12, 1048, 183, 1059]
- legal-notice: [12, 880, 227, 951]
- legal-notice: [905, 815, 1121, 895]
- legal-notice: [682, 62, 898, 96]
- notice-file-number: File No. 2020050607: [458, 743, 526, 752]
- notice-heading: FICTITIOUS BUSINESS NAME STATEMENT: [1129, 561, 1300, 571]
- notice-body: The following person(s) is (are) doing business as: SHERMAN WAY SMOG CHECK 1332 SHERMAN WAY UNIT G, NORTH HOLLYWOOD, CA 91605. Full name of registrant(s) is (are) RAUL A PACHECO. This Business is conducted by: AN INDIVIDUAL. Signed: RAUL A PACHECO, OWNER.: [905, 268, 1121, 313]
- notice-body: The following person(s) is (are) doing business as: WITH PRIDE WINDOW CLEANING 12615 WINON ST PACOIMA, CA 91331. Full name of registrant(s) is (are) ROBERTO MONTES. This Business is conducted by: AN INDIVIDUAL.: [458, 150, 674, 187]
- legal-notice: [458, 437, 674, 500]
- notice-publish-line: Publish: ES Mountain Views News March 7,14, 21, 28, 2020: [12, 291, 200, 301]
- notice-body: The following person(s) is (are) doing business as: SEARTECH SOLUTIONS 17971 ARCHWOOD ST RESEDA, CA 91335. Full name of registrant(s) is (are) TAKYON BERRO 17971 ARCHWOOD ST RESEDA, CA 91335. This Business is conducted by: AN INDIVIDUAL. Signed: TAKYON BERRO, OWNER.: [682, 124, 898, 169]
- notice-file-number: File No. 2020-039353: [905, 572, 976, 582]
- legal-notice: [905, 734, 1121, 805]
- notice-heading: FICTITIOUS BUSINESS NAME STATEMENT: [235, 302, 406, 312]
- notice-publish-line: Publish: ES Mountain Views News March 7,14, 21, 28, 2020: [458, 338, 647, 348]
- legal-notice: [12, 559, 227, 665]
- notice-publish-line: Publish: ED Mountain Views News March 7,14, 21, 28, 2020: [682, 338, 872, 348]
- notice-heading: FICTITIOUS BUSINESS NAME STATEMENT: [12, 682, 183, 693]
- notice-publish-line: Publish: ED Mountain Views News Dates Pub: FEB. 29 MARCH 07, 14, 21 2020: [1129, 697, 1344, 715]
- notice-file-number: File No. 2020-040317: [905, 411, 976, 421]
- legal-notice: [12, 309, 227, 424]
- notice-publish-line: Publish: ED Mountain Views News March 7,14, 21, 28, 2020: [458, 186, 648, 196]
- notice-publish-line: Publish: ED Mountain Views News Dates Pub: FEB. 29 MARCH 07, 14, 21 2020: [1129, 526, 1344, 544]
- legal-notice: [682, 276, 898, 348]
- notice-file-number: File No. 2020-041254: [1129, 553, 1199, 563]
- legal-notice: [1129, 554, 1344, 625]
- notice-publish-line: Publish: ED Mountain Views News March 7,14, 21, 28, 2020: [12, 941, 201, 951]
- notice-file-number: File No. 2020-039927: [1129, 803, 1199, 813]
- notice-heading: FICTITIOUS BUSINESS NAME STATEMENT: [905, 823, 1077, 833]
- notice-body: The following person(s) is (are) doing business as: NICKLAS CLEANING SERVICE 9808 BEAVERTON AVE, VAN NUYS, CA 91331. Full name of registrant(s) is (are) GEORGE VICTOR NICKLAS. This business is conducted by: AN INDIVIDUAL. Signed: GEORGE VICTOR NICKLAS, OWNER.: [12, 1059, 227, 1104]
- notice-publish-line: Publish: ED Mountain Views News Dates Pub: FEB. 29 MARCH 07, 14, 21 2020: [905, 384, 1121, 403]
- notice-heading: FICTITIOUS BUSINESS NAME STATEMENT: [235, 221, 406, 231]
- footer-website: Website: www.mtnviewsnews.com: [1132, 2552, 1320, 2566]
- notice-body: The following person(s) is (are) doing business as: LAZARO'S CARPET 5509 PERLITA AVE, LOS ANGELES, CA 90039. Full name of registrant(s) is (are) ARTURO CRISTINO LAZARO. This Business is conducted by: AN INDIVIDUAL.: [1129, 571, 1344, 608]
- notice-heading: FICTITIOUS BUSINESS NAME STATEMENT: [1129, 642, 1300, 652]
- notice-heading: FICTITIOUS BUSINESS NAME STATEMENT: [905, 338, 1077, 349]
- notice-heading: STATEMENT OF ABANDONMENT OF USE OF FICTITIOUS BUSINESS NAME: [235, 633, 451, 652]
- legal-notice: [682, 106, 898, 177]
- notice-heading: FICTITIOUS BUSINESS NAME STATEMENT: [1129, 812, 1300, 823]
- legal-notice: [12, 1040, 227, 1112]
- notice-heading: STATEMENT OF ABANDONMENT OF USE OF FICTITIOUS BUSINESS NAME: [12, 565, 227, 586]
- notice-heading: FICTITIOUS BUSINESS NAME STATEMENT: [682, 445, 853, 456]
- legal-notice: [235, 625, 451, 723]
- notice-heading: FICTITIOUS BUSINESS NAME STATEMENT: [905, 96, 1077, 107]
- notice-body: The following person(s) is (are) doing business as: DJ'S HANDYMAN SERVICE 11521 NEBRASKA AVENUE LOS ANGELES, CA 90025.: [682, 851, 898, 878]
- notice-heading: FICTITIOUS BUSINESS NAME STATEMENT: [458, 670, 630, 680]
- legal-notice: [682, 599, 898, 670]
- notice-body: The following person(s) is (are) doing business as: G&E ANTOJITOS SALVADORENOS 1313 KENMORE AVE APT 209 LOS ANGELES, CA 90029. Full name of registrant(s) is (are) GILMA NOEMI HERNANDEZ CAMPOS. This business is conducted by: AN INDIVIDUAL.: [12, 1140, 227, 1184]
- legal-notice: [458, 276, 674, 348]
